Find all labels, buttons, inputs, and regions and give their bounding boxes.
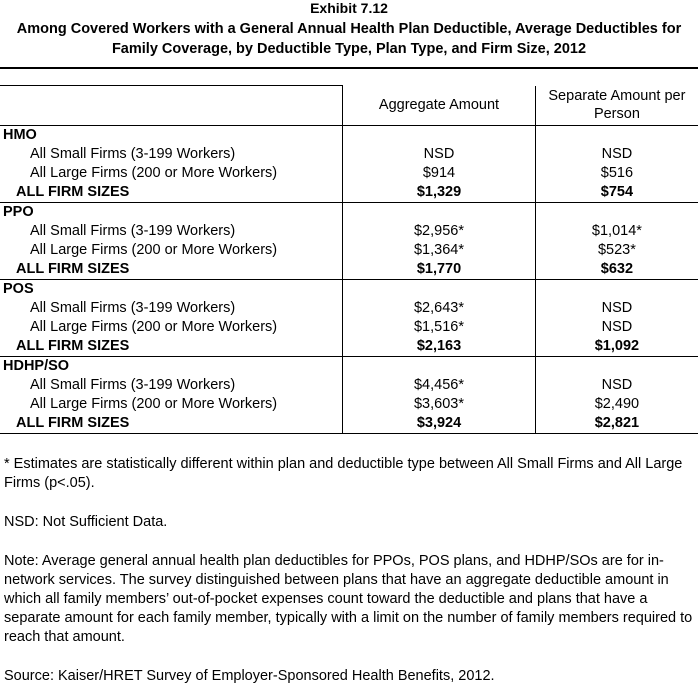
total-row (0, 337, 698, 357)
row-label: All Large Firms (200 or More Workers) (30, 319, 278, 335)
total-row (0, 414, 698, 434)
group-row-ppo (0, 203, 698, 223)
separate-value: NSD (535, 299, 698, 318)
group-label: HDHP/SO (0, 357, 343, 377)
separate-value: $1,014* (535, 222, 698, 241)
row-label: All Small Firms (3-199 Workers) (30, 223, 236, 239)
table-row (0, 318, 698, 337)
table-row (0, 299, 698, 318)
aggregate-value: $3,603* (343, 395, 536, 414)
aggregate-value: $2,956* (343, 222, 536, 241)
source-note: Source: Kaiser/HRET Survey of Employer-Sponsored Health Benefits, 2012. (4, 668, 495, 684)
separate-value: $2,821 (535, 414, 698, 434)
row-label: All Large Firms (200 or More Workers) (30, 242, 278, 258)
aggregate-value: $1,516* (343, 318, 536, 337)
group-label: HMO (0, 126, 343, 146)
table-header-row (0, 86, 698, 126)
separate-value: NSD (535, 145, 698, 164)
exhibit-number: Exhibit 7.12 (310, 0, 388, 16)
group-label: POS (0, 280, 343, 300)
row-label: All Small Firms (3-199 Workers) (30, 377, 236, 393)
column-header-aggregate: Aggregate Amount (343, 86, 536, 126)
row-label: ALL FIRM SIZES (16, 338, 130, 354)
methodology-note: Note: Average general annual health plan deductibles for PPOs, POS plans, and HDHP/SOs are for in-network services. The survey distinguished between plans that have an aggregate deductible amount in which all family members’ out-of-pocket expenses count toward the deductible and plans that have a separate amount for each family member, typically with a limit on the number of family members required to reach that amount. (4, 553, 693, 645)
aggregate-value: $1,364* (343, 241, 536, 260)
footnotes (0, 455, 698, 686)
deductible-table (0, 85, 698, 434)
asterisk-note: * Estimates are statistically different within plan and deductible type between All Small Firms and All Large Firms (p<.05). (4, 456, 683, 491)
table-row (0, 145, 698, 164)
table-row (0, 395, 698, 414)
total-row (0, 183, 698, 203)
separate-value: $2,490 (535, 395, 698, 414)
row-label: ALL FIRM SIZES (16, 184, 130, 200)
header-blank (0, 86, 343, 126)
separate-value: $1,092 (535, 337, 698, 357)
table-row (0, 376, 698, 395)
row-label: All Small Firms (3-199 Workers) (30, 300, 236, 316)
group-label: PPO (0, 203, 343, 223)
aggregate-value: NSD (343, 145, 536, 164)
row-label: ALL FIRM SIZES (0, 414, 343, 434)
row-label: All Small Firms (3-199 Workers) (30, 146, 236, 162)
nsd-note: NSD: Not Sufficient Data. (4, 514, 168, 530)
aggregate-value: $1,770 (343, 260, 536, 280)
separate-value: $516 (535, 164, 698, 183)
column-header-separate: Separate Amount per Person (535, 86, 698, 126)
group-row-hdhp (0, 357, 698, 377)
table-row (0, 241, 698, 260)
table-row (0, 164, 698, 183)
separate-value: $523* (535, 241, 698, 260)
row-label: ALL FIRM SIZES (16, 261, 130, 277)
table-row (0, 222, 698, 241)
aggregate-value: $1,329 (343, 183, 536, 203)
group-row-pos (0, 280, 698, 300)
group-row-hmo (0, 126, 698, 146)
row-label: All Large Firms (200 or More Workers) (30, 396, 278, 412)
separate-value: NSD (535, 318, 698, 337)
separate-value: $632 (535, 260, 698, 280)
total-row (0, 260, 698, 280)
aggregate-value: $3,924 (343, 414, 536, 434)
exhibit-title: Among Covered Workers with a General Annual Health Plan Deductible, Average Deductibles for Family Coverage, by Deductible Type, Plan Type, and Firm Size, 2012 (16, 21, 682, 57)
separate-value: $754 (535, 183, 698, 203)
top-rule (0, 67, 698, 69)
aggregate-value: $914 (343, 164, 536, 183)
aggregate-value: $4,456* (343, 376, 536, 395)
row-label: All Large Firms (200 or More Workers) (30, 165, 278, 181)
aggregate-value: $2,643* (343, 299, 536, 318)
separate-value: NSD (535, 376, 698, 395)
aggregate-value: $2,163 (343, 337, 536, 357)
